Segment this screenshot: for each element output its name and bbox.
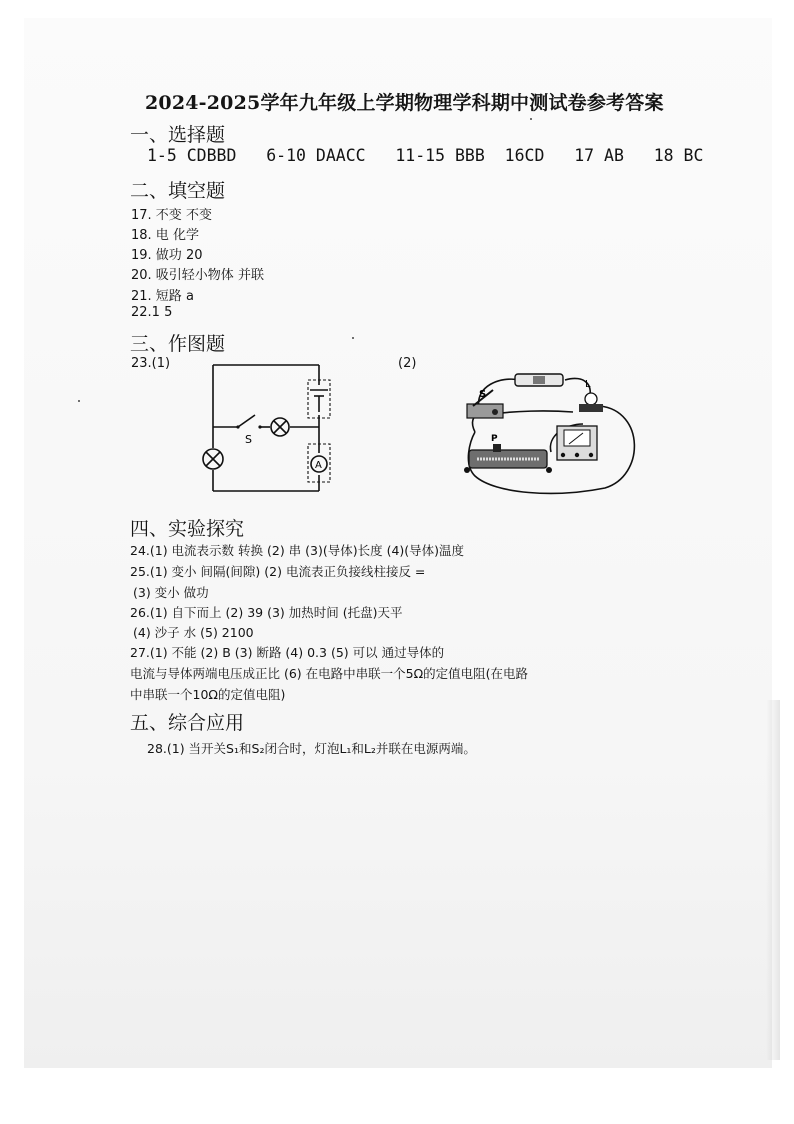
circuit-diagram bbox=[195, 360, 345, 500]
section-fill-blank: 二、填空题 bbox=[130, 180, 226, 202]
mc-16: 16CD bbox=[504, 146, 545, 165]
answer-23-part2-label: (2) bbox=[398, 356, 417, 371]
slider-label: P bbox=[491, 434, 498, 444]
scan-speck bbox=[352, 337, 354, 339]
lamp-top-icon bbox=[271, 418, 289, 436]
answer-27-cont2: 中串联一个10Ω的定值电阻) bbox=[130, 687, 286, 702]
answer-25: 25.(1) 变小 间隔(间隙) (2) 电流表正负接线柱接反 = bbox=[130, 564, 426, 579]
battery-icon bbox=[308, 380, 330, 418]
answer-21: 21. 短路 a bbox=[131, 289, 194, 304]
section-experiments: 四、实验探究 bbox=[130, 518, 245, 540]
page-title: 2024-2025学年九年级上学期物理学科期中测试卷参考答案 bbox=[145, 92, 664, 114]
switch-s bbox=[236, 415, 261, 429]
scan-speck bbox=[78, 400, 80, 402]
voltmeter-icon bbox=[557, 426, 597, 460]
section-application: 五、综合应用 bbox=[130, 712, 245, 734]
mc-11-15: 11-15 BBB bbox=[395, 146, 485, 165]
battery-cell-icon bbox=[533, 376, 545, 384]
mc-1-5: 1-5 CDBBD bbox=[147, 146, 237, 165]
answer-24: 24.(1) 电流表示数 转换 (2) 串 (3)(导体)长度 (4)(导体)温度 bbox=[130, 543, 465, 558]
section-drawing: 三、作图题 bbox=[130, 333, 226, 355]
bulb-label: L bbox=[585, 379, 591, 390]
answer-26-4: (4) 沙子 水 (5) 2100 bbox=[133, 625, 254, 640]
answer-28: 28.(1) 当开关S₁和S₂闭合时，灯泡L₁和L₂并联在电源两端。 bbox=[147, 741, 476, 756]
answer-20: 20. 吸引轻小物体 并联 bbox=[131, 268, 264, 283]
answer-25-3: (3) 变小 做功 bbox=[133, 585, 209, 600]
rheostat-icon bbox=[464, 444, 552, 473]
circuit-photo bbox=[455, 366, 650, 501]
answer-27: 27.(1) 不能 (2) B (3) 断路 (4) 0.3 (5) 可以 通过导体的 bbox=[130, 645, 445, 660]
mc-18: 18 BC bbox=[653, 146, 704, 165]
scan-shadow bbox=[766, 700, 780, 1060]
mc-6-10: 6-10 DAACC bbox=[266, 146, 366, 165]
switch-photo-label: S bbox=[479, 389, 487, 400]
answer-23-label: 23.(1) bbox=[131, 356, 171, 371]
mc-answers bbox=[147, 146, 703, 165]
scan-speck bbox=[530, 118, 532, 120]
section-multiple-choice: 一、选择题 bbox=[130, 124, 226, 146]
answer-22: 22.1 5 bbox=[131, 305, 173, 320]
answer-19: 19. 做功 20 bbox=[131, 248, 203, 263]
ammeter-label: A bbox=[315, 460, 322, 471]
circuit-wires bbox=[213, 365, 319, 491]
switch-label: S bbox=[245, 433, 252, 446]
answer-27-cont: 电流与导体两端电压成正比 (6) 在电路中串联一个5Ω的定值电阻(在电路 bbox=[130, 666, 529, 681]
lamp-left-icon bbox=[203, 449, 223, 469]
mc-17: 17 AB bbox=[574, 146, 624, 165]
bulb-icon bbox=[579, 393, 603, 412]
answer-17: 17. 不变 不变 bbox=[131, 208, 212, 223]
answer-18: 18. 电 化学 bbox=[131, 228, 199, 243]
answer-26: 26.(1) 自下而上 (2) 39 (3) 加热时间 (托盘)天平 bbox=[130, 605, 403, 620]
